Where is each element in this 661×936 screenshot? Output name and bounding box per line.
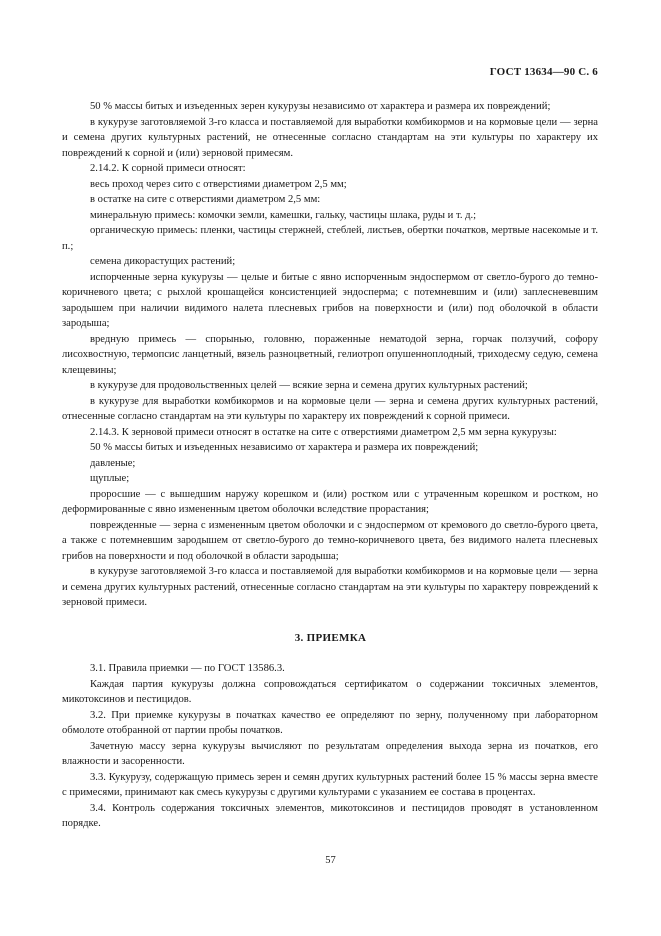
paragraph: в кукурузе для продовольственных целей — всякие зерна и семена других культурных растений;	[90, 380, 528, 391]
paragraph: проросшие — с вышедшим наружу корешком и (или) ростком или с утраченным корешком и ростком, но деформированные с явно измененным цветом оболочки вследствие прорастания;	[62, 488, 598, 515]
paragraph: 2.14.3. К зерновой примеси относят в остатке на сите с отверстиями диаметром 2,5 мм зерна кукурузы:	[90, 426, 557, 438]
paragraph: 50 % массы битых и изъеденных зерен кукурузы независимо от характера и размера их повреждений;	[90, 101, 551, 112]
section-title: 3. ПРИЕМКА	[294, 632, 367, 644]
paragraph: 3.1. Правила приемки — по ГОСТ 13586.3.	[90, 663, 285, 674]
section-2-text	[62, 99, 598, 611]
paragraph: в кукурузе заготовляемой 3-го класса и поставляемой для выработки комбикормов и на кормовые цели — зерна и семена других культурных растений, не отнесенные согласно стандартам на эти культуры по характеру их повреждений к сорной и (или) зерновой примесям.	[62, 116, 598, 159]
paragraph: 3.2. При приемке кукурузы в початках качество ее определяют по зерну, полученному при лабораторном обмолоте отобранной от партии пробы початков.	[62, 709, 598, 736]
paragraph: 3.4. Контроль содержания токсичных элементов, микотоксинов и пестицидов проводят в установленном порядке.	[62, 802, 598, 829]
paragraph: в остатке на сите с отверстиями диаметром 2,5 мм:	[90, 194, 321, 205]
paragraph: щуплые;	[90, 473, 130, 484]
paragraph: минеральную примесь: комочки земли, камешки, гальку, частицы шлака, руды и т. д.;	[90, 209, 477, 221]
paragraph: испорченные зерна кукурузы — целые и битые с явно испорченным эндоспермом от светло-бурого до темно-коричневого цвета; с рыхлой крошащейся консистенцией эндосперма; с потемневшим и (или) заплесневевшим зародышем при наличии видимого налета плесневых грибов на поверхности и (или) под оболочкой в области зародыша;	[62, 271, 598, 329]
paragraph: Зачетную массу зерна кукурузы вычисляют по результатам определения выхода зерна из початков, его влажности и засоренности.	[62, 740, 598, 767]
paragraph: семена дикорастущих растений;	[90, 256, 236, 267]
paragraph: в кукурузе заготовляемой 3-го класса и поставляемой для выработки комбикормов и на кормовые цели — зерна и семена других культурных растений, отнесенные согласно стандартам на эти культуры по характеру повреждений к зерновой примеси.	[62, 566, 598, 608]
paragraph: Каждая партия кукурузы должна сопровождаться сертификатом о содержании токсичных элементов, микотоксинов и пестицидов.	[62, 678, 598, 705]
paragraph: органическую примесь: пленки, частицы стержней, стеблей, листьев, обертки початков, мертвые насекомые и т. п.;	[62, 225, 598, 252]
document-header: ГОСТ 13634—90 С. 6	[489, 66, 598, 78]
paragraph: 50 % массы битых и изъеденных независимо от характера и размера их повреждений;	[90, 442, 479, 453]
page-number: 57	[325, 855, 336, 866]
paragraph: поврежденные — зерна с измененным цветом оболочки и с эндоспермом от кремового до светло-бурого цвета, а также с потемневшим зародышем от светло-бурого до темно-коричневого цвета, без видимого налета плесневых грибов на поверхности и под оболочкой в области зародыша;	[62, 519, 598, 562]
paragraph: вредную примесь — спорынью, головню, пораженные нематодой зерна, горчак ползучий, софору лисохвостную, термопсис ланцетный, вязель разноцветный, гелиотроп опушенноплодный, триходесму седую, семена клещевины;	[62, 333, 598, 376]
paragraph: давленые;	[90, 457, 136, 469]
paragraph: в кукурузе для выработки комбикормов и на кормовые цели — зерна и семена других культурных растений, отнесенные согласно стандартам на эти культуры по характеру их повреждений к сорной примеси.	[62, 395, 598, 422]
paragraph: 3.3. Кукурузу, содержащую примесь зерен и семян других культурных растений более 15 % массы зерна вместе с примесями, принимают как смесь кукурузы с другими культурами с указанием ее состава в процентах.	[62, 771, 598, 798]
paragraph: весь проход через сито с отверстиями диаметром 2,5 мм;	[90, 178, 347, 190]
paragraph: 2.14.2. К сорной примеси относят:	[90, 163, 246, 174]
section-3-text	[62, 661, 598, 832]
